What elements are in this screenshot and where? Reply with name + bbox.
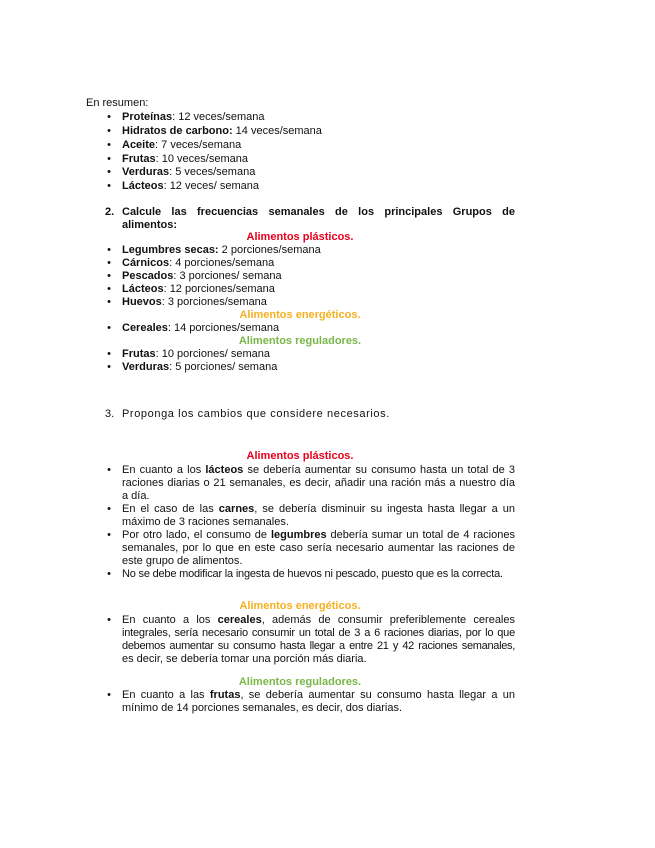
paragraph-line: • En cuanto a las frutas, se debería aumentar su consumo hasta llegar a un: [0, 688, 655, 702]
section-title-reguladores: Alimentos reguladores.: [238, 335, 362, 347]
paragraph-line: • En cuanto a los cereales, además de consumir preferiblemente cereales: [0, 613, 655, 627]
bullet-icon: •: [107, 568, 111, 580]
paragraph-line: • Por otro lado, el consumo de legumbres debería sumar un total de 4 raciones: [0, 528, 655, 542]
bullet-icon: •: [107, 270, 111, 282]
bullet-icon: •: [107, 464, 111, 476]
question-2-heading-cont: alimentos:: [122, 219, 178, 231]
bullet-icon: •: [107, 529, 111, 541]
list-item: • Frutas: 10 veces/semana: [0, 152, 655, 166]
bullet-icon: •: [107, 153, 111, 165]
list-item: • Cárnicos: 4 porciones/semana: [0, 256, 655, 270]
paragraph-line: • En cuanto a los lácteos se debería aumentar su consumo hasta un total de 3: [0, 463, 655, 477]
paragraph-line: semanales, por lo que en este caso sería necesario aumentar las raciones de: [122, 542, 515, 554]
list-item: • Aceite: 7 veces/semana: [0, 138, 655, 152]
bullet-icon: •: [107, 322, 111, 334]
list-item: • Lácteos: 12 porciones/semana: [0, 282, 655, 296]
section-title-energeticos: Alimentos energéticos.: [239, 600, 361, 612]
paragraph-line: debemos aumentar su consumo hasta llegar a entre 21 y 42 raciones semanales,: [122, 640, 515, 652]
section-title-reguladores: Alimentos reguladores.: [238, 676, 362, 688]
section-title-plasticos: Alimentos plásticos.: [246, 450, 354, 462]
section-title-energeticos: Alimentos energéticos.: [239, 309, 361, 321]
bullet-icon: •: [107, 257, 111, 269]
paragraph-line: mínimo de 14 porciones semanales, es decir, dos diarias.: [122, 702, 403, 714]
paragraph-line: máximo de 3 raciones semanales.: [122, 516, 289, 528]
question-3-heading: 3. Proponga los cambios que considere necesarios.: [105, 408, 390, 420]
bullet-icon: •: [107, 348, 111, 360]
paragraph-line: es decir, se debería tomar una porción más diaria.: [122, 653, 367, 665]
bullet-icon: •: [107, 125, 111, 137]
paragraph-line: a día.: [122, 490, 150, 502]
list-item: • Pescados: 3 porciones/ semana: [0, 269, 655, 283]
paragraph-line: raciones diarias o 21 semanales, es decir, añadir una ración más a nuestro día: [122, 477, 515, 489]
list-item: • Frutas: 10 porciones/ semana: [0, 347, 655, 361]
bullet-icon: •: [107, 139, 111, 151]
section-title-plasticos: Alimentos plásticos.: [246, 231, 354, 243]
bullet-icon: •: [107, 361, 111, 373]
list-item: • Lácteos: 12 veces/ semana: [0, 179, 655, 193]
bullet-icon: •: [107, 180, 111, 192]
list-item: • Cereales: 14 porciones/semana: [0, 321, 655, 335]
paragraph-line: este grupo de alimentos.: [122, 555, 243, 567]
bullet-icon: •: [107, 166, 111, 178]
bullet-icon: •: [107, 283, 111, 295]
list-item: • Legumbres secas: 2 porciones/semana: [0, 243, 655, 257]
bullet-icon: •: [107, 111, 111, 123]
bullet-icon: •: [107, 503, 111, 515]
summary-intro: En resumen:: [86, 97, 149, 109]
list-item: • Huevos: 3 porciones/semana: [0, 295, 655, 309]
list-item: • Hidratos de carbono: 14 veces/semana: [0, 124, 655, 138]
bullet-icon: •: [107, 244, 111, 256]
paragraph-line: • No se debe modificar la ingesta de huevos ni pescado, puesto que es la correcta.: [0, 567, 655, 581]
bullet-icon: •: [107, 614, 111, 626]
question-2-heading: 2. Calcule las frecuencias semanales de los principales Grupos de: [105, 206, 515, 218]
paragraph-line: • En el caso de las carnes, se debería disminuir su ingesta hasta llegar a un: [0, 502, 655, 516]
list-item: • Proteínas: 12 veces/semana: [0, 110, 655, 124]
list-item: • Verduras: 5 veces/semana: [0, 165, 655, 179]
bullet-icon: •: [107, 689, 111, 701]
bullet-icon: •: [107, 296, 111, 308]
list-item: • Verduras: 5 porciones/ semana: [0, 360, 655, 374]
paragraph-line: integrales, sería necesario consumir un total de 3 a 6 raciones diarias, por lo que: [122, 627, 515, 639]
